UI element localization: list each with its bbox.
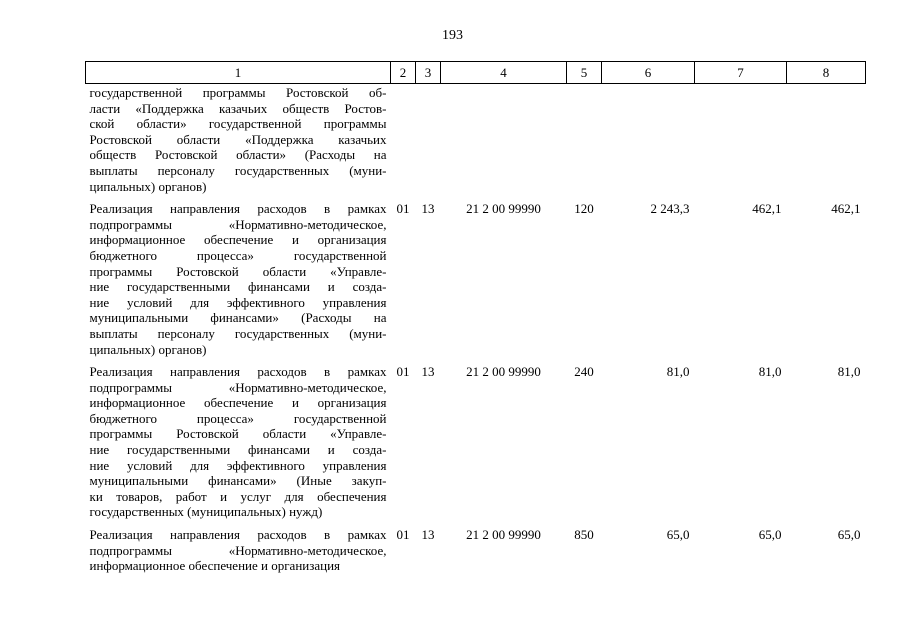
description-line: ципальных) органов) xyxy=(89,341,207,357)
expense-type-code: 120 xyxy=(574,201,594,217)
section-code xyxy=(391,84,416,195)
subsection-code: 13 xyxy=(421,364,435,380)
target-article-code xyxy=(441,84,567,195)
description-line: государственной программы Ростовской об- xyxy=(89,85,387,100)
section-code: 01 xyxy=(396,201,410,217)
subsection-code xyxy=(416,84,441,195)
description-line: ние государственными финансами и созда- xyxy=(89,442,387,458)
description-line: Реализация направления расходов в рамках xyxy=(89,527,387,543)
amount-col-6 xyxy=(602,84,695,195)
description-line: программы Ростовской области «Управле- xyxy=(89,426,387,442)
description-line: бюджетного процесса» государственной xyxy=(89,247,387,263)
description-line: муниципальными финансами» (Иные закуп- xyxy=(89,473,387,489)
amount-col-7: 65,0 xyxy=(758,527,782,543)
description-line: подпрограммы «Нормативно-методическое, xyxy=(89,216,387,232)
description-line: Реализация направления расходов в рамках xyxy=(89,364,387,380)
description-line: информационное обеспечение и организация xyxy=(89,232,387,248)
target-article-code: 21 2 00 99990 xyxy=(466,364,541,380)
amount-col-8 xyxy=(787,84,866,195)
expense-type-code: 850 xyxy=(574,527,594,543)
header-col-4: 4 xyxy=(441,62,567,84)
description-line: ки товаров, работ и услуг для обеспечения xyxy=(89,488,387,504)
section-code: 01 xyxy=(396,527,410,543)
header-col-3: 3 xyxy=(416,62,441,84)
description-line: выплаты персоналу государственных (муни- xyxy=(89,162,387,178)
description-line: подпрограммы «Нормативно-методическое, xyxy=(89,379,387,395)
description-line: информационное обеспечение и организация xyxy=(89,395,387,411)
row-description xyxy=(86,194,391,357)
row-description xyxy=(86,84,391,195)
page-number: 193 xyxy=(442,28,463,43)
row-description xyxy=(86,520,391,574)
amount-col-6: 65,0 xyxy=(666,527,690,543)
subsection-code: 13 xyxy=(421,527,435,543)
description-line: подпрограммы «Нормативно-методическое, xyxy=(89,542,387,558)
amount-col-7: 462,1 xyxy=(752,201,782,217)
description-line: программы Ростовской области «Управле- xyxy=(89,263,387,279)
amount-col-8: 81,0 xyxy=(837,364,861,380)
subsection-code: 13 xyxy=(421,201,435,217)
description-line: Реализация направления расходов в рамках xyxy=(89,201,387,217)
description-line: ципальных) органов) xyxy=(89,178,207,194)
header-col-8: 8 xyxy=(787,62,866,84)
description-line: муниципальными финансами» (Расходы на xyxy=(89,310,387,326)
amount-col-6: 2 243,3 xyxy=(650,201,690,217)
amount-col-8: 462,1 xyxy=(831,201,861,217)
description-line: государственных (муниципальных) нужд) xyxy=(89,504,323,520)
table-row xyxy=(86,520,866,574)
amount-col-7 xyxy=(695,84,787,195)
description-line: Ростовской области «Поддержка казачьих xyxy=(89,131,387,147)
description-line: ласти «Поддержка казачьих обществ Ростов- xyxy=(89,100,387,116)
table-row xyxy=(86,357,866,520)
description-line: ние условий для эффективного управления xyxy=(89,457,387,473)
amount-col-7: 81,0 xyxy=(758,364,782,380)
target-article-code: 21 2 00 99990 xyxy=(466,527,541,543)
header-col-5: 5 xyxy=(567,62,602,84)
expense-type-code xyxy=(567,84,602,195)
header-col-2: 2 xyxy=(391,62,416,84)
amount-col-6: 81,0 xyxy=(666,364,690,380)
description-line: выплаты персоналу государственных (муни- xyxy=(89,325,387,341)
description-line: ние условий для эффективного управления xyxy=(89,294,387,310)
budget-table xyxy=(85,61,866,574)
row-description xyxy=(86,357,391,520)
description-line: бюджетного процесса» государственной xyxy=(89,410,387,426)
header-row xyxy=(86,62,866,84)
description-line: информационное обеспечение и организация xyxy=(89,558,341,574)
table-row xyxy=(86,194,866,357)
header-col-6: 6 xyxy=(602,62,695,84)
table-row xyxy=(86,84,866,195)
target-article-code: 21 2 00 99990 xyxy=(466,201,541,217)
description-line: ской области» государственной программы xyxy=(89,116,387,132)
header-col-1: 1 xyxy=(86,62,391,84)
section-code: 01 xyxy=(396,364,410,380)
description-line: обществ Ростовской области» (Расходы на xyxy=(89,147,387,163)
expense-type-code: 240 xyxy=(574,364,594,380)
amount-col-8: 65,0 xyxy=(837,527,861,543)
description-line: ние государственными финансами и созда- xyxy=(89,279,387,295)
header-col-7: 7 xyxy=(695,62,787,84)
